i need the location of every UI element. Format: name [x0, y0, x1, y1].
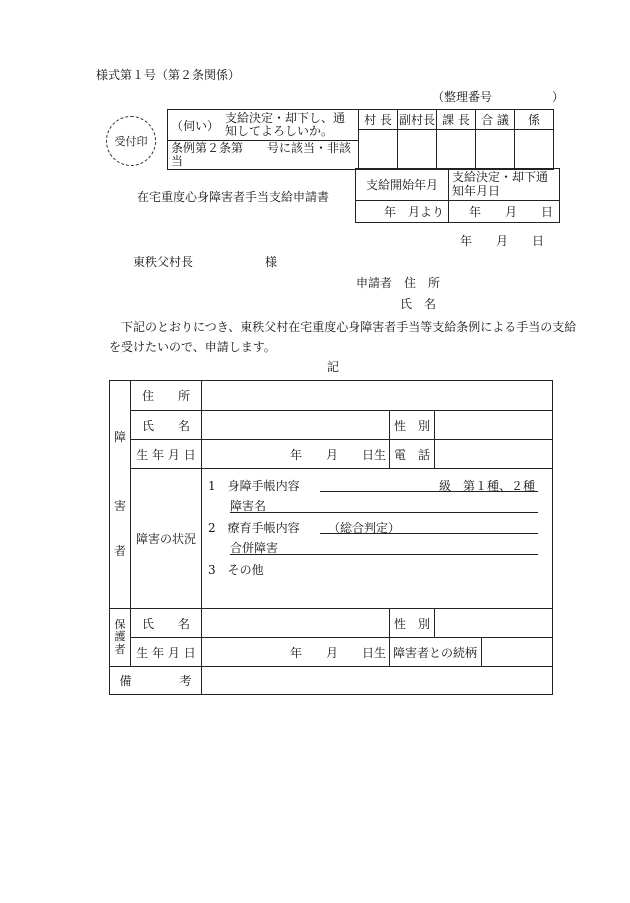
status-label: 障害の状況 [131, 469, 202, 609]
approval-table [167, 109, 554, 170]
ordinance-cell: 条例第２条第 号に該当・非該当 [168, 141, 359, 170]
role-section-chief: 課 長 [437, 110, 476, 130]
application-title: 在宅重度心身障害者手当支給申請書 [137, 190, 330, 204]
relationship-value [482, 638, 553, 667]
date-line: 年 月 日 [460, 234, 545, 248]
guardian-name-label: 氏 名 [131, 609, 202, 638]
role-village-head: 村 長 [359, 110, 398, 130]
inquiry-cell: （伺い） 支給決定・却下し、通知してよろしいか。 [168, 110, 359, 141]
payment-table [355, 168, 560, 223]
sex-label: 性 別 [390, 411, 435, 440]
sex-value [435, 411, 553, 440]
remarks-value [202, 667, 553, 695]
phone-value [435, 440, 553, 469]
guardian-birth-value: 年 月 日生 [202, 638, 390, 667]
remarks-label: 備 考 [110, 667, 202, 695]
ki-label: 記 [327, 360, 340, 374]
item1-label: 1 身障手帳内容 [208, 479, 300, 493]
payment-start-label: 支給開始年月 [356, 169, 449, 201]
guardian-sex-label: 性 別 [390, 609, 435, 638]
item2-label: 2 療育手帳内容 [208, 521, 300, 535]
guardian-sex-value [435, 609, 553, 638]
item3-label: 3 その他 [208, 563, 264, 577]
role-staff: 係 [515, 110, 554, 130]
birth-label: 生 年 月 日 [131, 440, 202, 469]
item1-disability: 障害名 [230, 499, 267, 513]
guardian-label: 保 護 者 [110, 609, 131, 667]
address-value [202, 381, 553, 411]
role-deputy: 副村長 [398, 110, 437, 130]
item2-judgment: （総合判定） [328, 521, 401, 535]
address-label: 住 所 [131, 381, 202, 411]
birth-value: 年 月 日生 [202, 440, 390, 469]
applicant-address-label: 申請者 住 所 [356, 276, 441, 290]
phone-label: 電 話 [390, 440, 435, 469]
name-label: 氏 名 [131, 411, 202, 440]
disabled-person-label: 障 害 者 [110, 381, 131, 609]
form-number: 様式第１号（第２条関係） [96, 68, 241, 82]
guardian-birth-label: 生 年 月 日 [131, 638, 202, 667]
applicant-name-label: 氏 名 [400, 297, 437, 311]
decision-label: 支給決定・却下通知年月日 [449, 169, 560, 201]
body-text-2: を受けたいので、申請します。 [109, 340, 276, 354]
item2-combined: 合併障害 [230, 541, 279, 555]
guardian-name-value [202, 609, 390, 638]
main-table [109, 380, 553, 695]
relationship-label: 障害者との続柄 [390, 638, 482, 667]
reception-seal: 受付印 [106, 116, 156, 166]
decision-value: 年 月 日 [449, 201, 560, 223]
item1-grade: 級 第１種、２種 [439, 479, 536, 493]
addressee: 東秩父村長 様 [133, 255, 278, 269]
payment-start-value: 年 月より [356, 201, 449, 223]
reference-number: （整理番号 ） [432, 90, 565, 104]
name-value [202, 411, 390, 440]
status-content [202, 469, 553, 609]
role-council: 合 議 [476, 110, 515, 130]
body-text-1: 下記のとおりにつき、東秩父村在宅重度心身障害者手当等支給条例による手当の支給 [121, 320, 577, 334]
